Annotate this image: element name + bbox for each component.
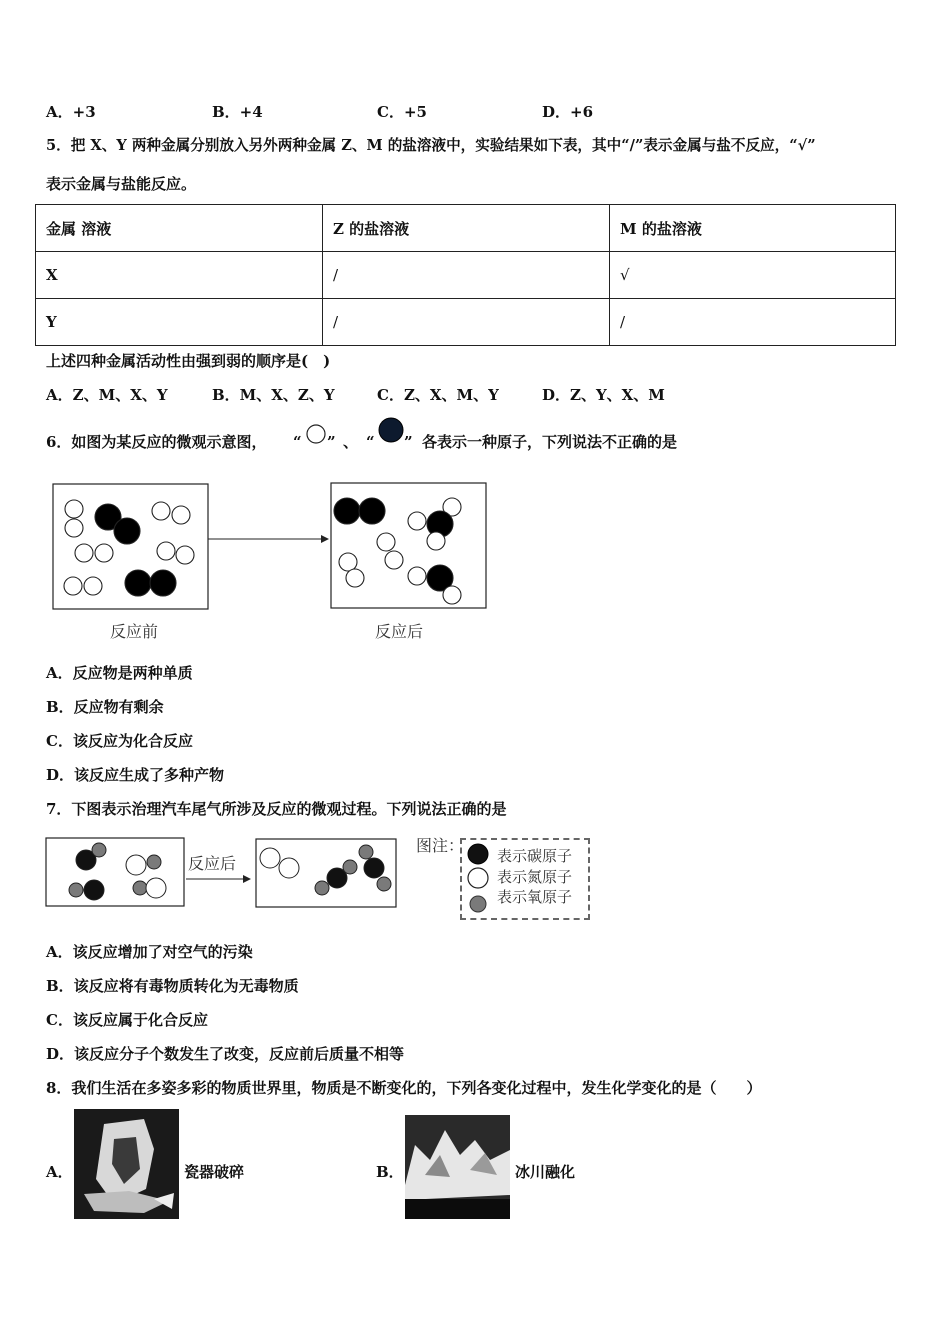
q8-option-a-letter: A． <box>46 1163 73 1181</box>
q7-legend-title: 图注： <box>416 836 465 855</box>
q6-quote-open-2: “ <box>366 433 375 451</box>
q8-option-b-text: 冰川融化 <box>515 1163 576 1181</box>
q7-diagram <box>44 834 404 914</box>
table-header-row <box>36 205 896 252</box>
table-header-cell: Z 的盐溶液 <box>323 205 610 252</box>
q6-dark-atom-icon <box>376 417 406 445</box>
q5-option-c: C．Z、X、M、Y <box>377 386 499 404</box>
table-header-cell: M 的盐溶液 <box>610 205 896 252</box>
q6-quote-open-1: “ <box>293 433 302 451</box>
carbon-atom-icon <box>466 842 490 866</box>
table-cell: √ <box>610 252 896 299</box>
q7-option-b: B．该反应将有毒物质转化为无毒物质 <box>46 977 299 995</box>
q6-stem-sep: 、 <box>343 433 359 451</box>
q5-question: 上述四种金属活动性由强到弱的顺序是( ) <box>46 352 331 370</box>
label-after-reaction: 反应后 <box>375 622 424 641</box>
q4-option-d: D．+6 <box>542 103 594 121</box>
table-cell: / <box>323 252 610 299</box>
q5-option-a: A．Z、M、X、Y <box>46 386 168 404</box>
q6-diagram <box>50 480 490 615</box>
q7-option-a: A．该反应增加了对空气的污染 <box>46 943 253 961</box>
q7-option-c: C．该反应属于化合反应 <box>46 1011 208 1029</box>
q8-option-b-letter: B． <box>376 1163 404 1181</box>
q5-option-d: D．Z、Y、X、M <box>542 386 665 404</box>
nitrogen-atom-icon <box>466 866 490 890</box>
q6-quote-close-1: ” <box>327 433 336 451</box>
q5-table <box>35 204 896 346</box>
table-cell: / <box>610 299 896 346</box>
legend-carbon-label: 表示碳原子 <box>497 847 573 865</box>
legend-nitrogen-label: 表示氮原子 <box>497 868 573 886</box>
q6-stem-pre: 6．如图为某反应的微观示意图， <box>46 433 267 451</box>
q6-option-c: C．该反应为化合反应 <box>46 732 193 750</box>
q4-option-a: A．+3 <box>46 103 96 121</box>
oxygen-atom-icon <box>468 894 488 914</box>
q5-option-b: B．M、X、Z、Y <box>212 386 335 404</box>
q6-white-atom-icon <box>304 424 328 446</box>
q4-option-c: C．+5 <box>377 103 427 121</box>
table-row <box>36 299 896 346</box>
q6-stem-post: 各表示一种原子，下列说法不正确的是 <box>422 433 678 451</box>
q6-option-d: D．该反应生成了多种产物 <box>46 766 225 784</box>
table-cell: / <box>323 299 610 346</box>
q8-stem: 8．我们生活在多姿多彩的物质世界里，物质是不断变化的，下列各变化过程中，发生化学变化的是（ ） <box>46 1079 762 1097</box>
q6-option-a: A．反应物是两种单质 <box>46 664 193 682</box>
q6-quote-close-2: ” <box>404 433 413 451</box>
q7-arrow-label: 反应后 <box>188 854 237 873</box>
table-cell: Y <box>36 299 323 346</box>
q6-option-b: B．反应物有剩余 <box>46 698 164 716</box>
q8-option-a-text: 瓷器破碎 <box>184 1163 245 1181</box>
q5-stem-line2: 表示金属与盐能反应。 <box>46 175 197 193</box>
q4-option-b: B．+4 <box>212 103 263 121</box>
table-row <box>36 252 896 299</box>
label-before-reaction: 反应前 <box>110 622 159 641</box>
q5-stem-line1: 5．把 X、Y 两种金属分别放入另外两种金属 Z、M 的盐溶液中，实验结果如下表，其中“/”表示金属与盐不反应，“√” <box>46 137 816 154</box>
broken-porcelain-image <box>74 1109 179 1219</box>
table-cell: X <box>36 252 323 299</box>
q7-stem: 7．下图表示治理汽车尾气所涉及反应的微观过程。下列说法正确的是 <box>46 800 507 818</box>
glacier-melting-image <box>405 1115 510 1219</box>
q7-option-d: D．该反应分子个数发生了改变，反应前后质量不相等 <box>46 1045 405 1063</box>
legend-oxygen-label: 表示氧原子 <box>497 888 573 906</box>
table-header-cell: 金属 溶液 <box>36 205 323 252</box>
